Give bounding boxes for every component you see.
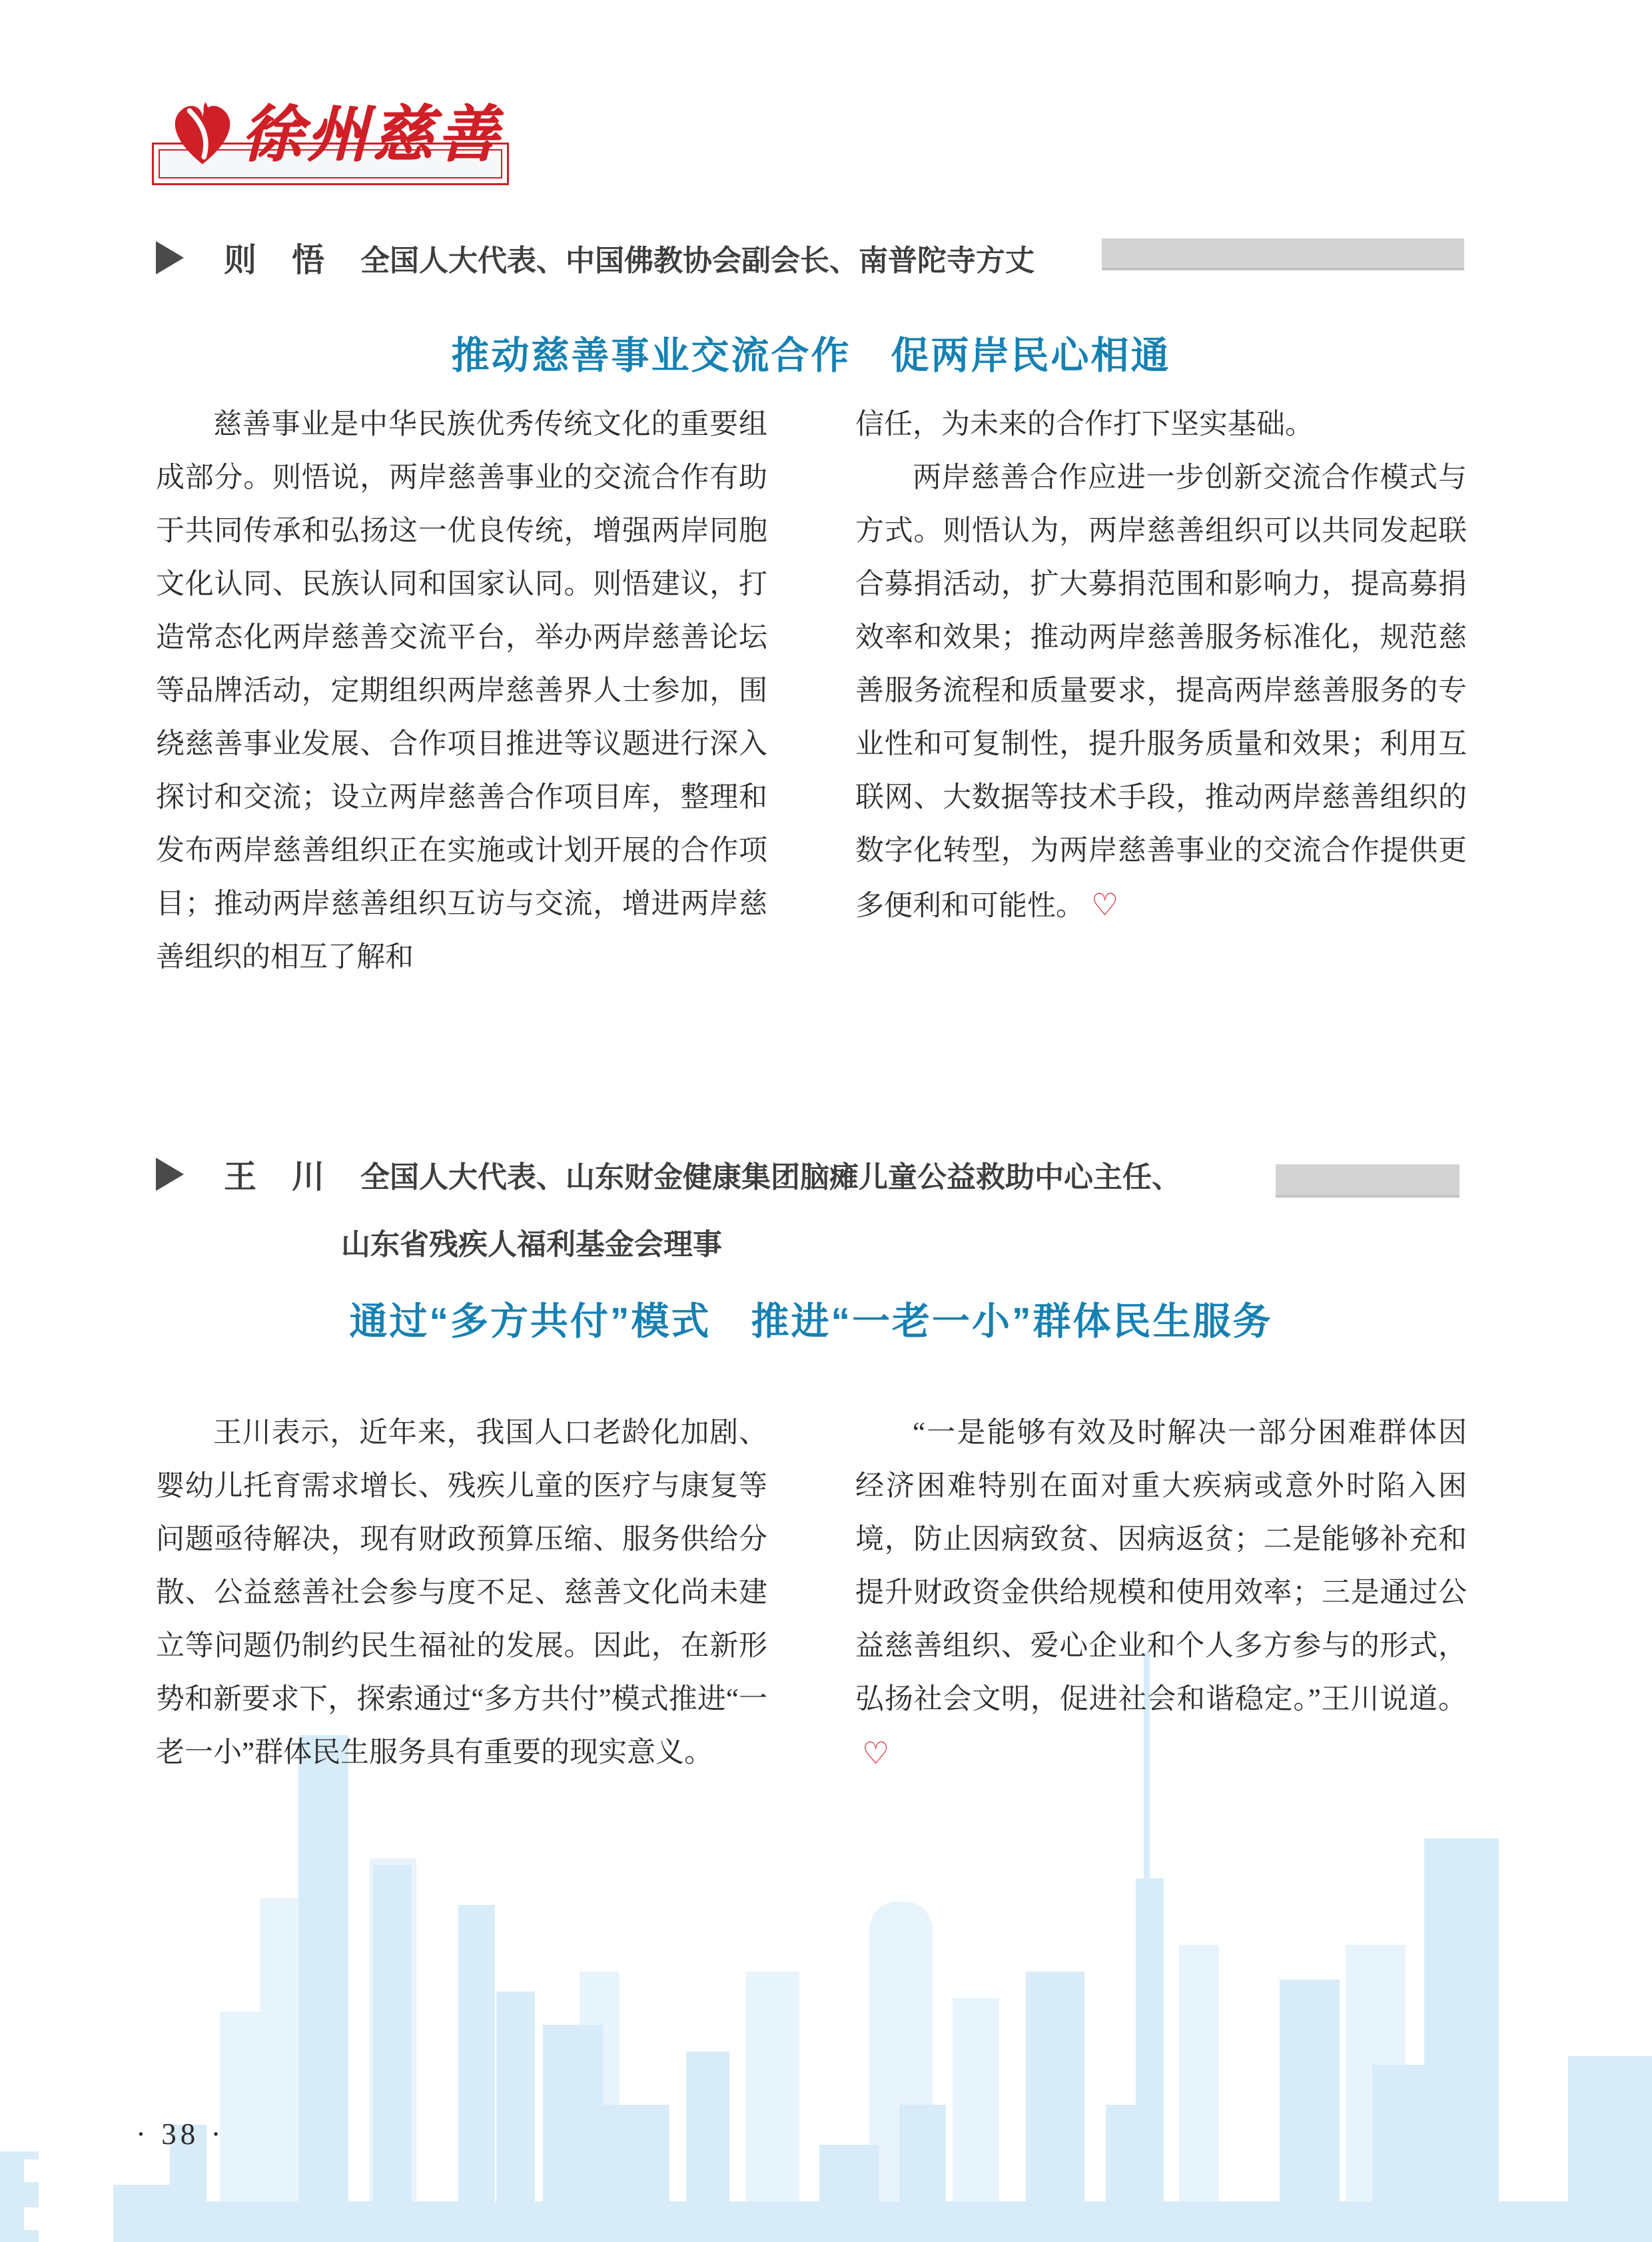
article1-header — [156, 234, 1034, 281]
article2-column-2 — [855, 1407, 1467, 1782]
logo-text: 徐州慈善 — [241, 98, 503, 170]
article1-paragraph: 慈善事业是中华民族优秀传统文化的重要组成部分。则悟说，两岸慈善事业的交流合作有助于共同传承和弘扬这一优良传统，增强两岸同胞文化认同、民族认同和国家认同。则悟建议，打造常态化两岸慈善交流平台，举办两岸慈善论坛等品牌活动，定期组织两岸慈善界人士参加，围绕慈善事业发展、合作项目推进等议题进行深入探讨和交流；设立两岸慈善合作项目库，整理和发布两岸慈善组织正在实施或计划开展的合作项目；推动两岸慈善组织互访与交流，增进两岸慈善组织的相互了解和 — [156, 409, 767, 973]
article1-speaker-title: 全国人大代表、中国佛教协会副会长、南普陀寺方丈 — [360, 244, 1035, 277]
article1-header-bar — [1102, 238, 1464, 270]
article1-paragraph: 信任，为未来的合作打下坚实基础。 — [855, 409, 1314, 440]
page-number: · 38 · — [136, 2117, 225, 2151]
article2-header — [156, 1151, 1181, 1198]
article1-column-1 — [156, 398, 767, 984]
logo-heart-icon — [168, 95, 237, 173]
article1-paragraph: 两岸慈善合作应进一步创新交流合作模式与方式。则悟认为，两岸慈善组织可以共同发起联合募捐活动，扩大募捐范围和影响力，提高募捐效率和效果；推动两岸慈善服务标准化，规范慈善服务流程和质量要求，提高两岸慈善服务的专业性和可复制性，提升服务质量和效果；利用互联网、大数据等技术手段，推动两岸慈善组织的数字化转型，为两岸慈善事业的交流合作提供更多便利和可能性。 ♡ — [855, 462, 1467, 923]
article1-column-2 — [855, 398, 1467, 933]
article2-speaker-title-line1: 全国人大代表、山东财金健康集团脑瘫儿童公益救助中心主任、 — [360, 1161, 1182, 1194]
article2-column-1 — [156, 1407, 767, 1780]
speaker-marker-icon — [156, 241, 184, 274]
article2-paragraph: 王川表示，近年来，我国人口老龄化加剧、婴幼儿托育需求增长、残疾儿童的医疗与康复等问题亟待解决，现有财政预算压缩、服务供给分散、公益慈善社会参与度不足、慈善文化尚未建立等问题仍制约民生福祉的发展。因此，在新形势和新要求下，探索通过“多方共付”模式推进“一老一小”群体民生服务具有重要的现实意义。 — [156, 1417, 767, 1768]
speaker-marker-icon — [156, 1158, 184, 1191]
magazine-logo — [168, 95, 502, 181]
article1-headline: 推动慈善事业交流合作 促两岸民心相通 — [451, 334, 1171, 377]
article2-speaker-name: 王 川 — [224, 1159, 326, 1195]
article2-header-bar — [1276, 1164, 1459, 1198]
article2-paragraph: “一是能够有效及时解决一部分困难群体因经济困难特别在面对重大疾病或意外时陷入困境，防止因病致贫、因病返贫；二是能够补充和提升财政资金供给规模和使用效率；三是通过公益慈善组织、爱心企业和个人多方参与的形式，弘扬社会文明，促进社会和谐稳定。”王川说道。♡ — [855, 1417, 1467, 1771]
article2-speaker-title-line2: 山东省残疾人福利基金会理事 — [341, 1228, 722, 1261]
article2-headline: 通过“多方共付”模式 推进“一老一小”群体民生服务 — [349, 1300, 1273, 1343]
article-end-heart-icon: ♡ — [1091, 887, 1119, 923]
article1-speaker-name: 则 悟 — [224, 242, 326, 278]
article-end-heart-icon: ♡ — [862, 1735, 890, 1771]
